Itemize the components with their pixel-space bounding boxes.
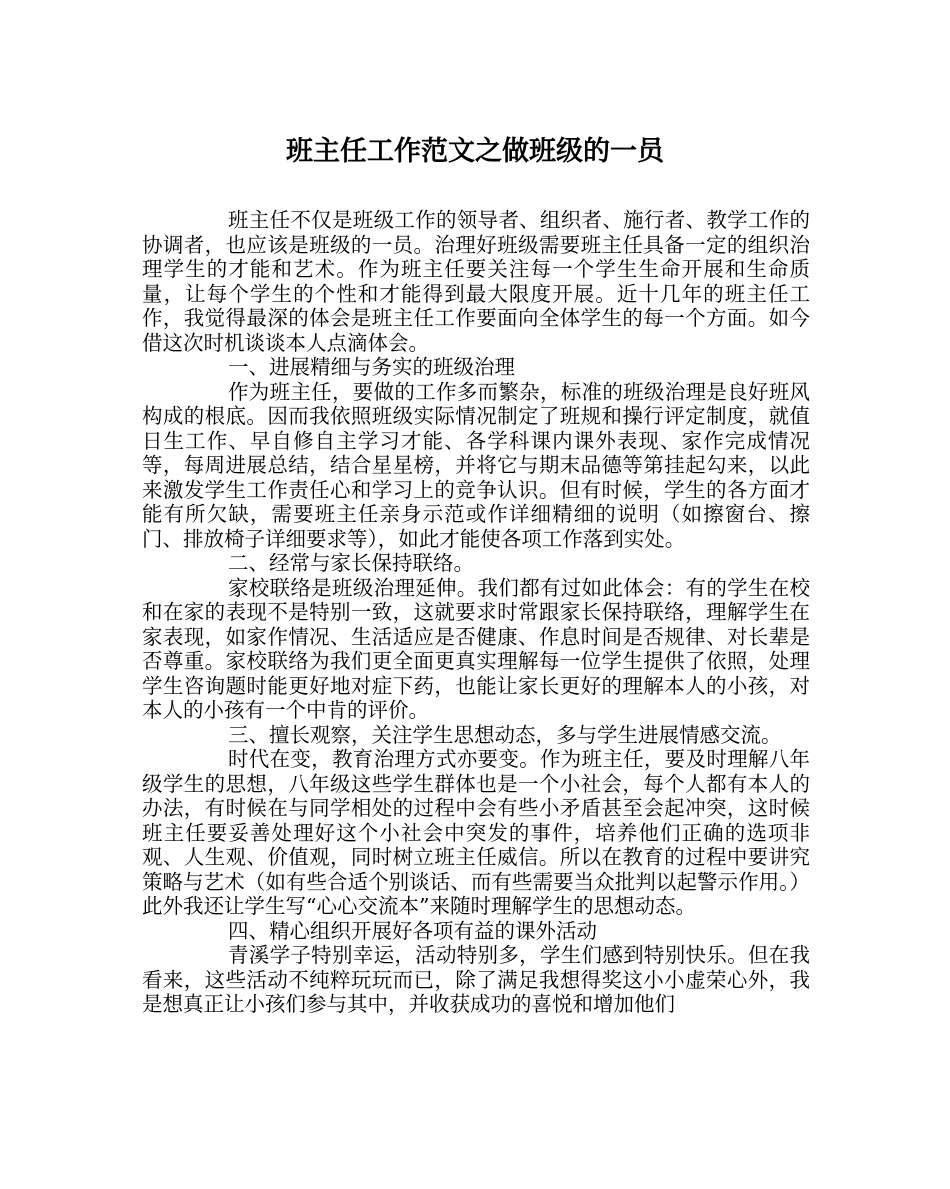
document-body: [142, 208, 810, 1017]
intro-paragraph: 班主任不仅是班级工作的领导者、组织者、施行者、教学工作的协调者，也应该是班级的一员。治理好班级需要班主任具备一定的组织治理学生的才能和艺术。作为班主任要关注每一个学生生命开展和生命质量，让每个学生的个性和才能得到最大限度开展。近十几年的班主任工作，我觉得最深的体会是班主任工作要面向全体学生的每一个方面。如今借这次时机谈谈本人点滴体会。: [142, 208, 810, 355]
section-heading-1: 一、进展精细与务实的班级治理: [228, 355, 515, 379]
section-heading-2: 二、经常与家长保持联络。: [228, 551, 474, 575]
section-paragraph-3: 时代在变，教育治理方式亦要变。作为班主任，要及时理解八年级学生的思想，八年级这些学生群体也是一个小社会，每个人都有本人的办法，有时候在与同学相处的过程中会有些小矛盾甚至会起冲突，这时候班主任要妥善处理好这个小社会中突发的事件，培养他们正确的选项非观、人生观、价值观，同时树立班主任威信。所以在教育的过程中要讲究策略与艺术（如有些合适个别谈话、而有些需要当众批判以起警示作用。）此外我还让学生写“心心交流本”来随时理解学生的思想动态。: [142, 747, 810, 918]
section-heading-3: 三、擅长观察，关注学生思想动态，多与学生进展情感交流。: [228, 722, 782, 747]
section-heading-4: 四、精心组织开展好各项有益的课外活动: [228, 918, 597, 943]
section-paragraph-2: 家校联络是班级治理延伸。我们都有过如此体会：有的学生在校和在家的表现不是特别一致，这就要求时常跟家长保持联络，理解学生在家表现，如家作情况、生活适应是否健康、作息时间是否规律、对长辈是否尊重。家校联络为我们更全面更真实理解每一位学生提供了依照，处理学生咨询题时能更好地对症下药，也能让家长更好的理解本人的小孩，对本人的小孩有一个中肯的评价。: [142, 575, 810, 722]
section-paragraph-4: 青溪学子特别幸运，活动特别多，学生们感到特别快乐。但在我看来，这些活动不纯粹玩玩而已，除了满足我想得奖这小小虚荣心外，我是想真正让小孩们参与其中，并收获成功的喜悦和增加他们: [142, 943, 810, 1016]
document-title: 班主任工作范文之做班级的一员: [286, 136, 664, 167]
section-paragraph-1: 作为班主任，要做的工作多而繁杂，标准的班级治理是良好班风构成的根底。因而我依照班级实际情况制定了班规和操行评定制度，就值日生工作、早自修自主学习才能、各学科课内课外表现、家作完成情况等，每周进展总结，结合星星榜，并将它与期末品德等第挂起勾来，以此来激发学生工作责任心和学习上的竞争认识。但有时候，学生的各方面才能有所欠缺，需要班主任亲身示范或作详细精细的说明（如擦窗台、擦门、排放椅子详细要求等），如此才能使各项工作落到实处。: [142, 379, 810, 551]
